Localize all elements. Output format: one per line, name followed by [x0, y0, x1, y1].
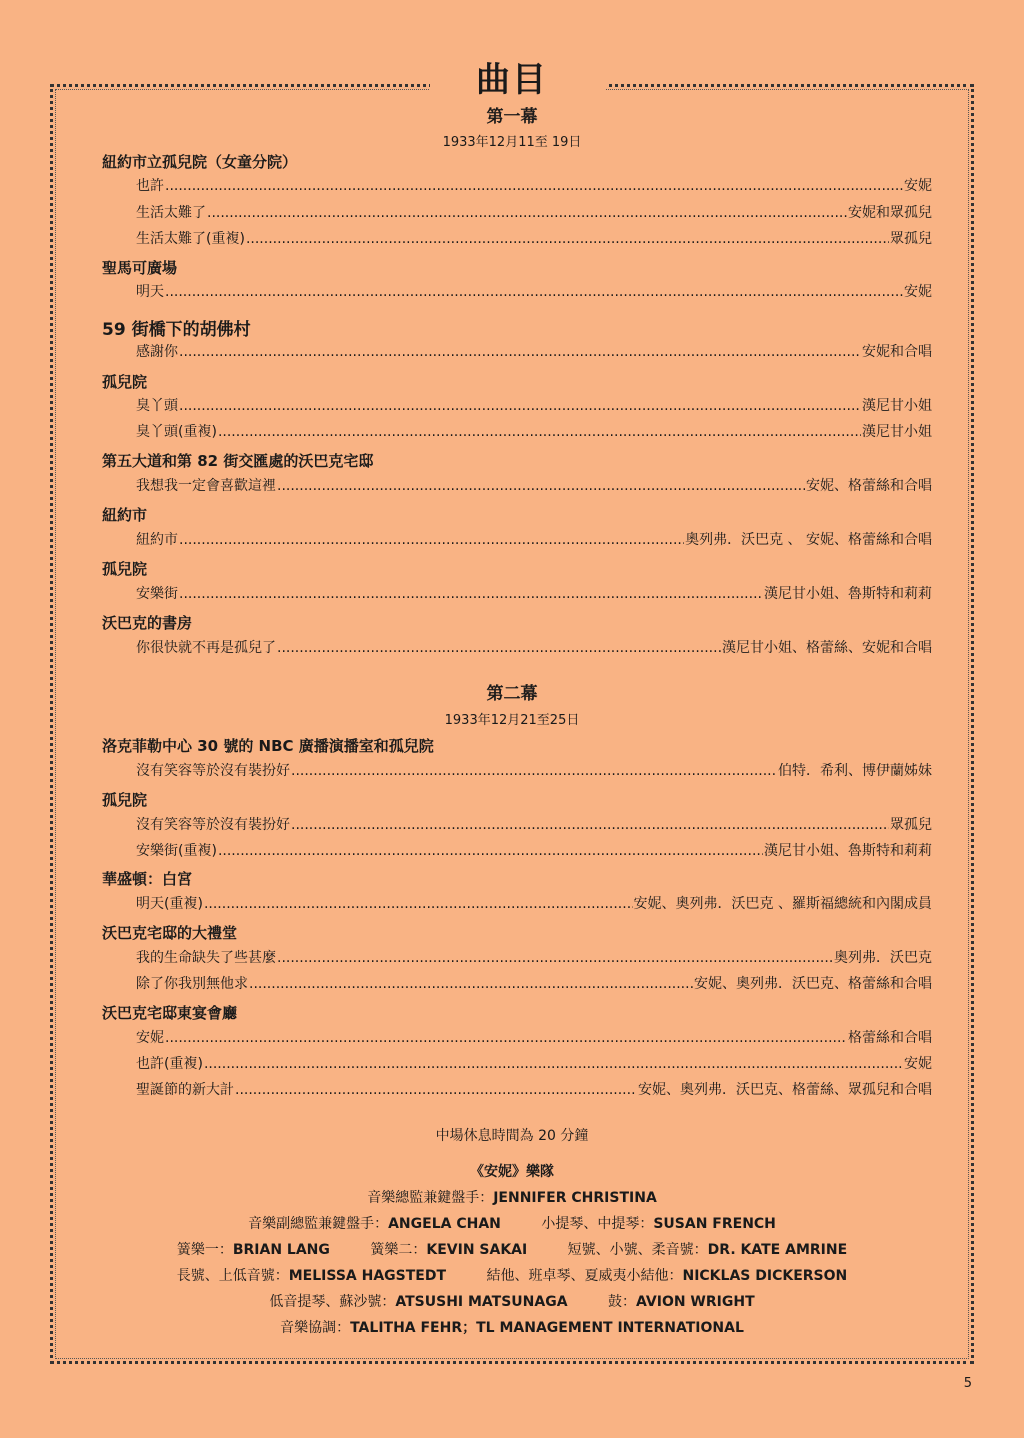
song-singer: 奧列弗．沃巴克: [834, 950, 932, 966]
credit-name: ATSUSHI MATSUNAGA: [395, 1294, 568, 1310]
song-singer: 眾孤兒: [890, 231, 932, 247]
song-title: 也許(重複): [136, 1056, 203, 1072]
credit-role: 音樂協調：: [280, 1320, 351, 1336]
leader-dots: [277, 476, 805, 496]
song-singer: 伯特．希利、博伊蘭姊妹: [778, 763, 932, 779]
credit-role: 短號、小號、柔音號：: [567, 1242, 708, 1258]
credit-role: 結他、班卓琴、夏威夷小結他：: [486, 1268, 683, 1284]
leader-dots: [179, 342, 861, 362]
intermission-note: 中場休息時間為 20 分鐘: [435, 1128, 589, 1144]
band-row: [0, 1265, 1024, 1285]
song-title: 我想我一定會喜歡這裡: [136, 478, 276, 494]
leader-dots: [249, 974, 693, 994]
song-row: [136, 638, 932, 658]
credit-role: 長號、上低音號：: [176, 1268, 289, 1284]
leader-dots: [277, 638, 721, 658]
song-singer: 安妮: [904, 1056, 932, 1072]
song-row: [136, 894, 932, 914]
page-title: 曲目: [476, 60, 548, 100]
song-title: 明天(重複): [136, 896, 203, 912]
song-title: 感謝你: [136, 344, 178, 360]
scene-heading: 沃巴克宅邸的大禮堂: [102, 924, 238, 942]
song-title: 我的生命缺失了些甚麼: [136, 950, 276, 966]
scene-heading: 孤兒院: [102, 373, 148, 391]
scene-heading: 沃巴克的書房: [102, 614, 193, 632]
leader-dots: [207, 203, 847, 223]
song-singer: 安妮: [904, 284, 932, 300]
scene-heading: 紐約市立孤兒院（女童分院）: [102, 153, 298, 171]
song-row: [136, 815, 932, 835]
leader-dots: [165, 1028, 847, 1048]
credit-role: 音樂總監兼鍵盤手：: [367, 1190, 494, 1206]
credit-role: 小提琴、中提琴：: [541, 1216, 654, 1232]
song-row: [136, 584, 932, 604]
scene-heading: 59 街橋下的胡佛村: [102, 320, 251, 340]
song-title: 紐約市: [136, 532, 178, 548]
leader-dots: [165, 176, 903, 196]
leader-dots: [235, 1080, 637, 1100]
scene-heading: 孤兒院: [102, 791, 148, 809]
song-row: [136, 396, 932, 416]
scene-heading: 第五大道和第 82 街交匯處的沃巴克宅邸: [102, 452, 374, 470]
song-singer: 漢尼甘小姐、格蕾絲、安妮和合唱: [722, 640, 932, 656]
song-title: 安樂街(重複): [136, 843, 217, 859]
leader-dots: [179, 584, 763, 604]
act1-date: 1933年12月11至 19日: [442, 135, 582, 150]
song-row: [136, 530, 932, 550]
song-title: 你很快就不再是孤兒了: [136, 640, 276, 656]
song-singer: 安妮: [904, 178, 932, 194]
page-number: 5: [963, 1376, 972, 1391]
song-row: [136, 761, 932, 781]
leader-dots: [204, 1054, 903, 1074]
band-credit: [370, 1239, 527, 1259]
band-credit: [280, 1317, 744, 1337]
leader-dots: [246, 229, 889, 249]
credit-name: BRIAN LANG: [232, 1242, 330, 1258]
band-row: [0, 1239, 1024, 1259]
scene-heading: 華盛頓：白宮: [102, 870, 193, 888]
song-singer: 眾孤兒: [890, 817, 932, 833]
scene-heading: 孤兒院: [102, 560, 148, 578]
credit-name: MELISSA HAGSTEDT: [288, 1268, 447, 1284]
credit-role: 音樂副總監兼鍵盤手：: [248, 1216, 389, 1232]
song-row: [136, 476, 932, 496]
band-credit: [486, 1265, 847, 1285]
song-row: [136, 1080, 932, 1100]
leader-dots: [165, 282, 903, 302]
band-row: [0, 1187, 1024, 1207]
leader-dots: [204, 894, 633, 914]
band-credit: [269, 1291, 567, 1311]
band-credit: [568, 1239, 847, 1259]
song-title: 沒有笑容等於沒有裝扮好: [136, 763, 290, 779]
song-title: 臭丫頭: [136, 398, 178, 414]
song-singer: 安妮、奧列弗．沃巴克、格蕾絲和合唱: [694, 976, 932, 992]
song-singer: 安妮和眾孤兒: [848, 205, 932, 221]
scene-heading: 洛克菲勒中心 30 號的 NBC 廣播演播室和孤兒院: [102, 737, 434, 755]
song-singer: 安妮、格蕾絲和合唱: [806, 478, 932, 494]
song-row: [136, 342, 932, 362]
scene-heading: 沃巴克宅邸東宴會廳: [102, 1004, 238, 1022]
song-title: 除了你我別無他求: [136, 976, 248, 992]
scene-heading: 紐約市: [102, 506, 148, 524]
song-row: [136, 203, 932, 223]
leader-dots: [218, 422, 861, 442]
song-row: [136, 229, 932, 249]
act2-title: 第二幕: [486, 684, 538, 704]
song-row: [136, 948, 932, 968]
song-singer: 安妮和合唱: [862, 344, 932, 360]
leader-dots: [179, 396, 861, 416]
song-title: 也許: [136, 178, 164, 194]
scene-heading: 聖馬可廣場: [102, 259, 178, 277]
leader-dots: [291, 761, 777, 781]
band-credit: [367, 1187, 657, 1207]
credit-role: 低音提琴、蘇沙號：: [269, 1294, 396, 1310]
leader-dots: [277, 948, 833, 968]
song-row: [136, 1054, 932, 1074]
song-row: [136, 282, 932, 302]
song-singer: 奧列弗．沃巴克 、 安妮、格蕾絲和合唱: [685, 532, 932, 548]
credit-name: KEVIN SAKAI: [426, 1242, 528, 1258]
song-singer: 安妮、奧列弗．沃巴克 、羅斯福總統和內閣成員: [633, 896, 932, 912]
song-title: 沒有笑容等於沒有裝扮好: [136, 817, 290, 833]
song-singer: 格蕾絲和合唱: [848, 1030, 932, 1046]
band-credit: [608, 1291, 755, 1311]
leader-dots: [218, 841, 763, 861]
credit-role: 簧樂一：: [176, 1242, 233, 1258]
song-row: [136, 176, 932, 196]
song-title: 臭丫頭(重複): [136, 424, 217, 440]
act1-title: 第一幕: [486, 107, 538, 127]
credit-name: TALITHA FEHR；TL MANAGEMENT INTERNATIONAL: [350, 1320, 744, 1336]
song-row: [136, 422, 932, 442]
band-credit: [177, 1239, 330, 1259]
band-credit: [541, 1213, 776, 1233]
song-singer: 漢尼甘小姐、魯斯特和莉莉: [764, 586, 932, 602]
song-title: 安樂街: [136, 586, 178, 602]
band-credit: [177, 1265, 446, 1285]
song-row: [136, 841, 932, 861]
song-singer: 安妮、奧列弗．沃巴克、格蕾絲、眾孤兒和合唱: [638, 1082, 932, 1098]
song-row: [136, 1028, 932, 1048]
band-title: 《安妮》樂隊: [470, 1164, 554, 1180]
band-row: [0, 1317, 1024, 1337]
song-singer: 漢尼甘小姐、魯斯特和莉莉: [764, 843, 932, 859]
song-title: 明天: [136, 284, 164, 300]
credit-name: DR. KATE AMRINE: [707, 1242, 848, 1258]
credit-role: 鼓：: [608, 1294, 637, 1310]
band-row: [0, 1291, 1024, 1311]
act2-date: 1933年12月21至25日: [444, 713, 580, 728]
song-singer: 漢尼甘小姐: [862, 424, 932, 440]
leader-dots: [291, 815, 889, 835]
song-title: 聖誕節的新大計: [136, 1082, 234, 1098]
credit-name: AVION WRIGHT: [636, 1294, 755, 1310]
credit-name: NICKLAS DICKERSON: [682, 1268, 848, 1284]
credit-name: SUSAN FRENCH: [653, 1216, 776, 1232]
band-row: [0, 1213, 1024, 1233]
song-row: [136, 974, 932, 994]
credit-name: ANGELA CHAN: [388, 1216, 501, 1232]
credit-role: 簧樂二：: [370, 1242, 427, 1258]
band-credit: [248, 1213, 501, 1233]
song-title: 生活太難了(重複): [136, 231, 245, 247]
song-singer: 漢尼甘小姐: [862, 398, 932, 414]
song-title: 生活太難了: [136, 205, 206, 221]
credit-name: JENNIFER CHRISTINA: [493, 1190, 657, 1206]
song-title: 安妮: [136, 1030, 164, 1046]
leader-dots: [179, 530, 684, 550]
